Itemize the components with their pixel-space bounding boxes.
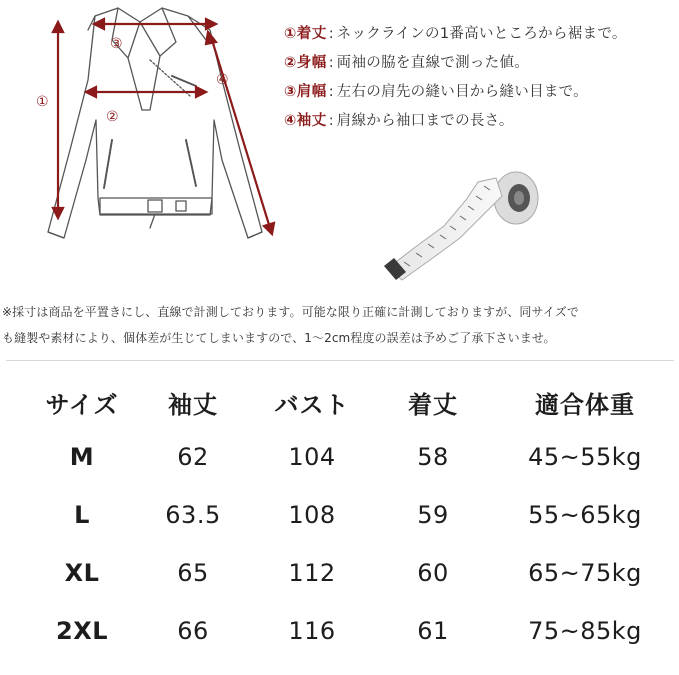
table-row: [0, 617, 679, 675]
table-header-row: [0, 385, 679, 443]
divider: [6, 360, 674, 361]
measurement-legend: [284, 22, 676, 138]
header-bust: バスト: [274, 391, 350, 419]
cell-sleeve: 66: [177, 617, 209, 645]
cell-length: 59: [417, 501, 449, 529]
table-row: [0, 559, 679, 617]
legend-key: ③肩幅: [284, 84, 327, 100]
header-weight: 適合体重: [535, 391, 635, 419]
table-row: [0, 501, 679, 559]
header-sleeve: 袖丈: [168, 391, 218, 419]
measurement-note: [2, 299, 678, 351]
cell-size: L: [74, 501, 90, 529]
legend-text: ネックラインの1番高いところから裾まで。: [336, 26, 627, 42]
note-line: ※採寸は商品を平置きにし、直線で計測しております。可能な限り正確に計測しておりますが、同サイズで: [2, 305, 579, 319]
cell-weight: 55~65kg: [528, 501, 642, 529]
legend-key: ④袖丈: [284, 113, 327, 129]
legend-item: ③肩幅 : 左右の肩先の縫い目から縫い目まで。: [284, 80, 676, 109]
cell-length: 60: [417, 559, 449, 587]
cell-weight: 75~85kg: [528, 617, 642, 645]
legend-key: ②身幅: [284, 55, 327, 71]
header-length: 着丈: [408, 391, 458, 419]
marker-sleeve: ④: [216, 72, 229, 88]
size-table: [0, 385, 679, 675]
cell-length: 61: [417, 617, 449, 645]
cell-size: 2XL: [56, 617, 108, 645]
note-line: も縫製や素材により、個体差が生じてしまいますので、1〜2cm程度の誤差は予めご了承下さいませ。: [2, 331, 556, 345]
cell-weight: 65~75kg: [528, 559, 642, 587]
tape-measure-illustration: [374, 160, 554, 285]
marker-chest: ②: [106, 109, 119, 125]
cell-size: XL: [64, 559, 100, 587]
cell-length: 58: [417, 443, 449, 471]
jacket-measurement-illustration: [0, 0, 290, 255]
table-row: [0, 443, 679, 501]
cell-bust: 112: [288, 559, 336, 587]
header-size: サイズ: [45, 391, 119, 419]
legend-item: ④袖丈 : 肩線から袖口までの長さ。: [284, 109, 676, 138]
legend-item: ②身幅 : 両袖の脇を直線で測った値。: [284, 51, 676, 80]
cell-bust: 104: [288, 443, 336, 471]
legend-key: ①着丈: [284, 26, 327, 42]
cell-weight: 45~55kg: [528, 443, 642, 471]
cell-sleeve: 62: [177, 443, 209, 471]
marker-shoulder: ③: [110, 36, 123, 52]
marker-length: ①: [36, 94, 49, 110]
legend-text: 肩線から袖口までの長さ。: [336, 113, 514, 129]
cell-size: M: [69, 443, 95, 471]
cell-sleeve: 65: [177, 559, 209, 587]
legend-item: ①着丈 : ネックラインの1番高いところから裾まで。: [284, 22, 676, 51]
cell-bust: 116: [288, 617, 336, 645]
cell-sleeve: 63.5: [165, 501, 221, 529]
cell-bust: 108: [288, 501, 336, 529]
legend-text: 両袖の脇を直線で測った値。: [336, 55, 530, 71]
legend-text: 左右の肩先の縫い目から縫い目まで。: [336, 84, 588, 100]
